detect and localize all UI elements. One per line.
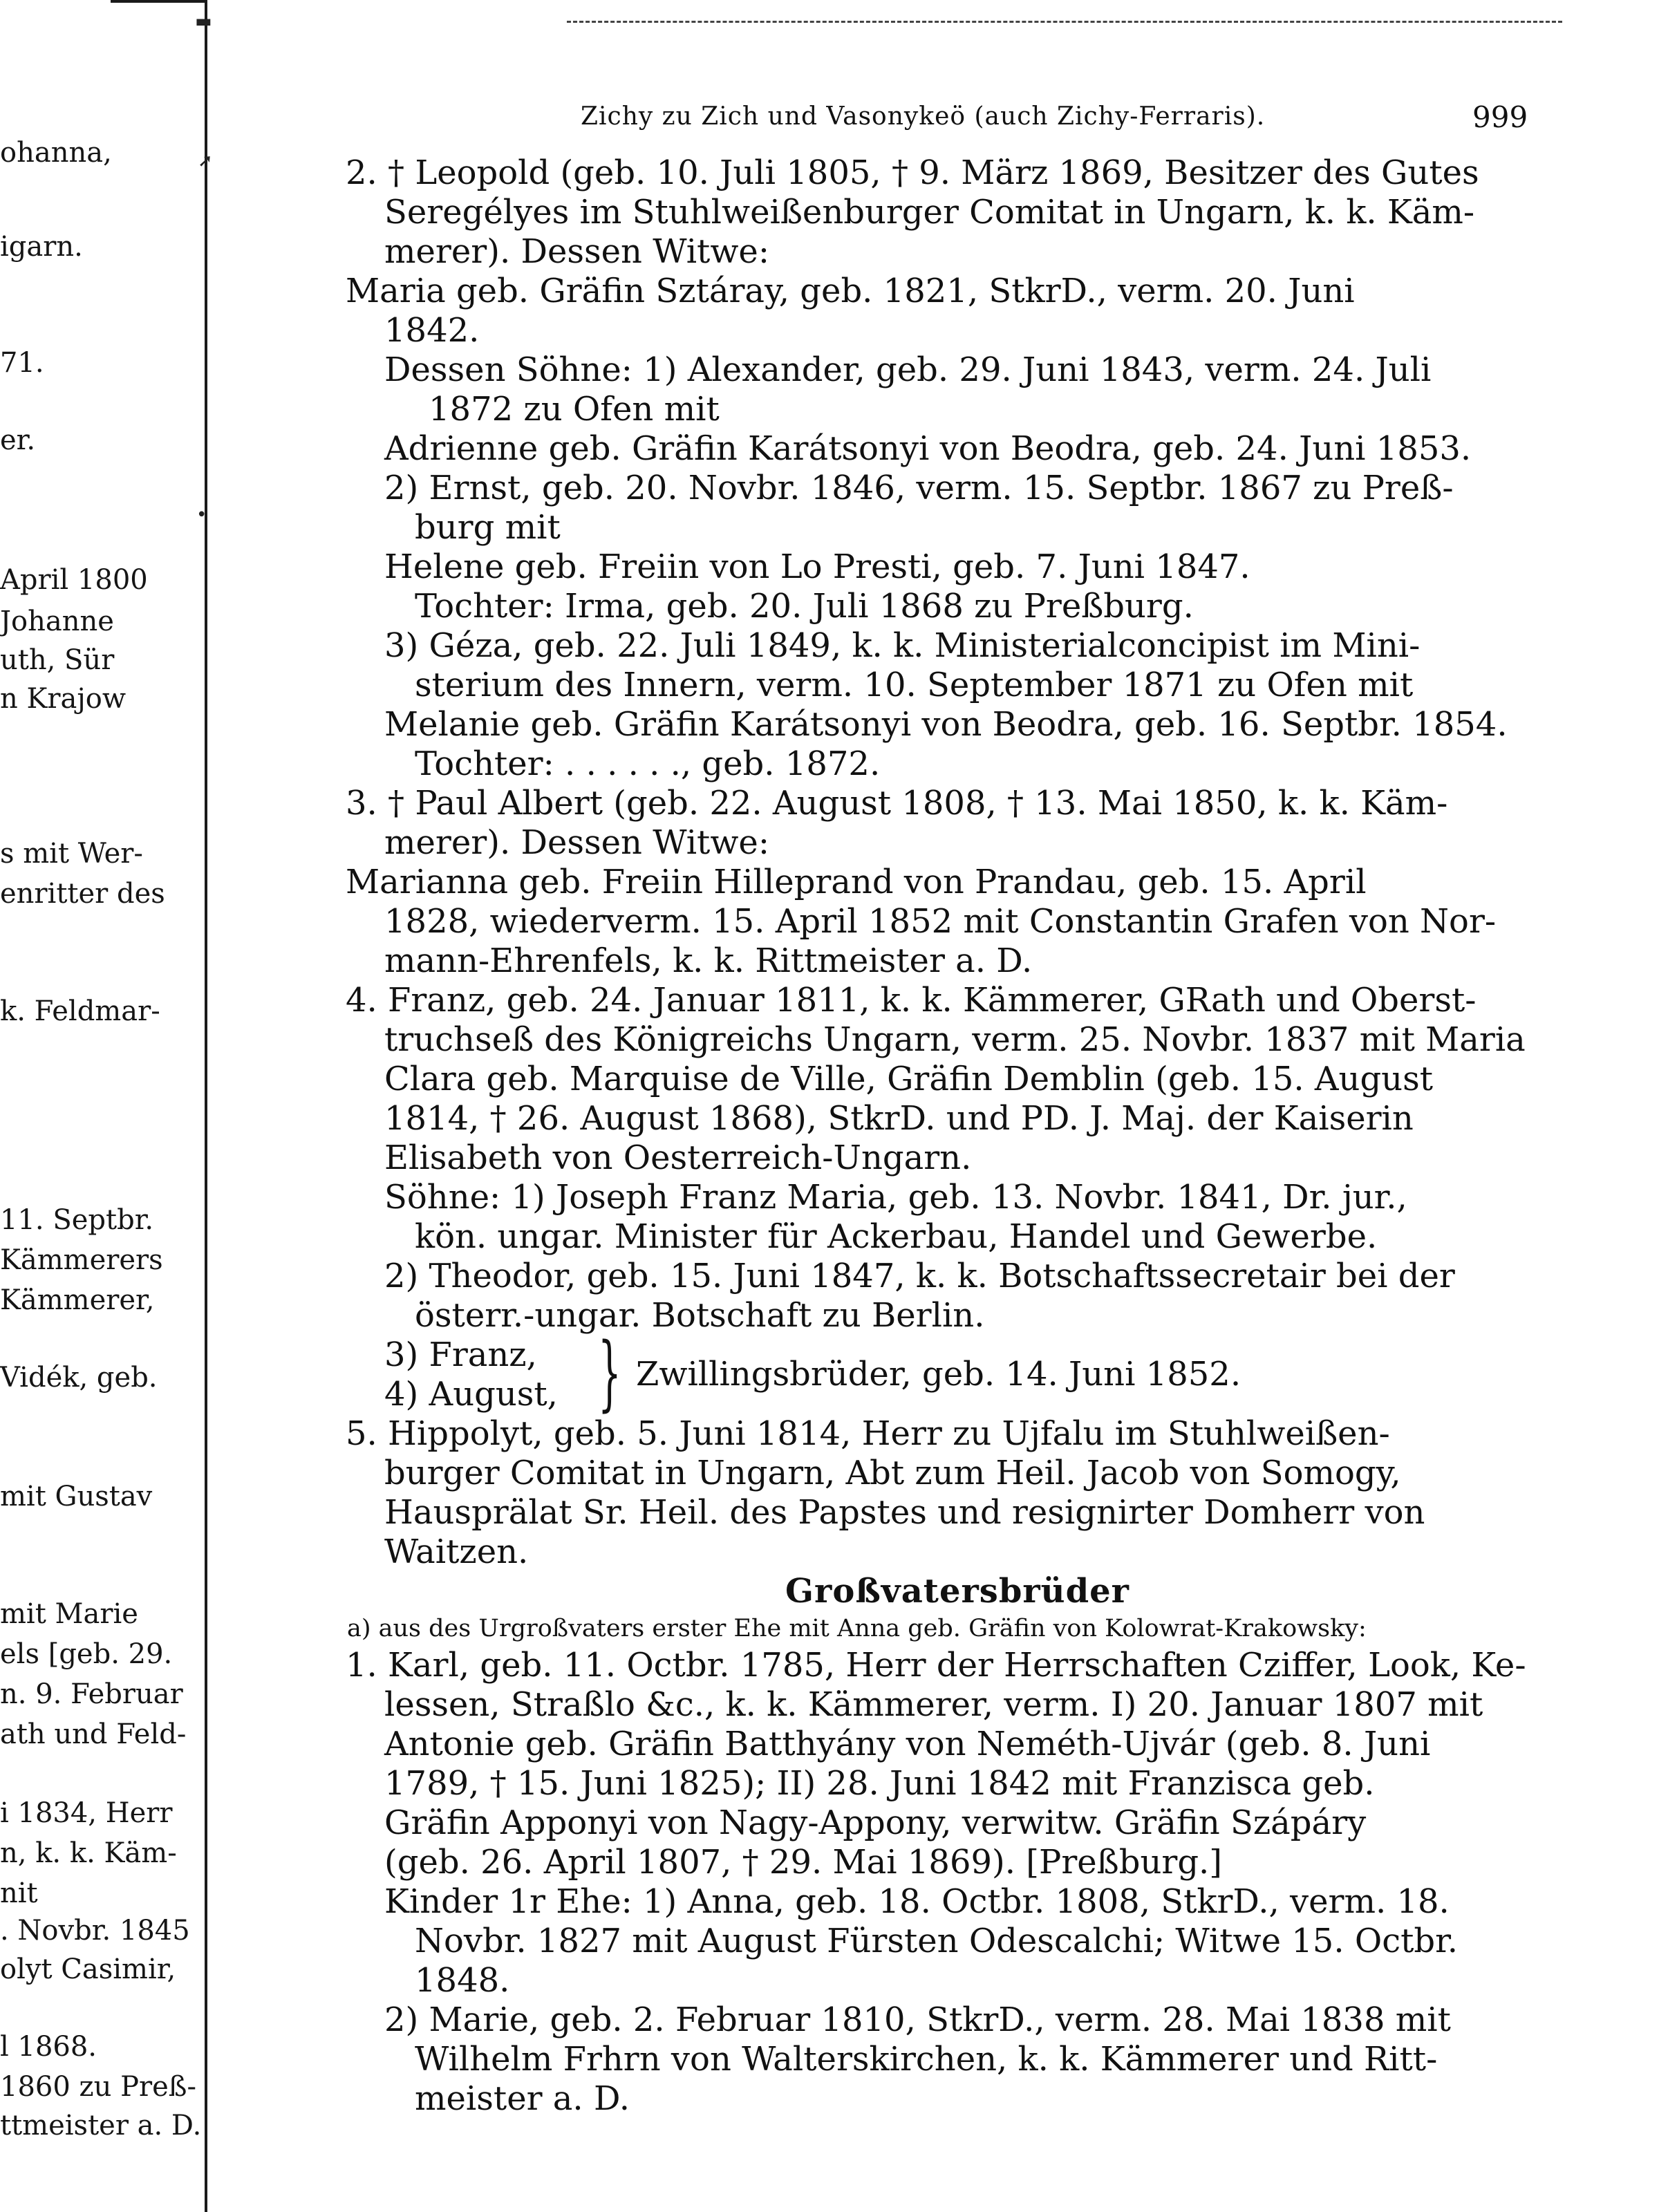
gutter-line: uth, Sür bbox=[0, 644, 115, 676]
text-line: 1848. bbox=[415, 1961, 510, 2000]
gutter-line: n, k. k. Käm- bbox=[0, 1837, 177, 1869]
text-line: 1789, † 15. Juni 1825); II) 28. Juni 1842 mit Franzisca geb. bbox=[384, 1764, 1375, 1803]
text-line: merer). Dessen Witwe: bbox=[384, 232, 769, 271]
text-line: Tochter: . . . . . ., geb. 1872. bbox=[415, 744, 881, 783]
gutter-top-rule bbox=[111, 0, 207, 3]
gutter-line: 11. Septbr. bbox=[0, 1204, 154, 1236]
gutter-line: els [geb. 29. bbox=[0, 1638, 173, 1670]
text-line: 2) Ernst, geb. 20. Novbr. 1846, verm. 15. Septbr. 1867 zu Preß- bbox=[384, 469, 1454, 507]
text-line: Gräfin Apponyi von Nagy-Appony, verwitw. Gräfin Szápáry bbox=[384, 1803, 1367, 1842]
text-line: Clara geb. Marquise de Ville, Gräfin Demblin (geb. 15. August bbox=[384, 1060, 1434, 1098]
section-heading: Großvatersbrüder bbox=[785, 1572, 1130, 1611]
gutter-line: ohanna, bbox=[0, 137, 112, 169]
gutter-line: er. bbox=[0, 424, 36, 456]
text-line: meister a. D. bbox=[415, 2079, 630, 2118]
text-line: 3) Franz, bbox=[384, 1335, 537, 1374]
gutter-line: Johanne bbox=[0, 606, 114, 637]
text-line: Novbr. 1827 mit August Fürsten Odescalchi; Witwe 15. Octbr. bbox=[415, 1922, 1459, 1960]
gutter-line: Kämmerer, bbox=[0, 1284, 155, 1316]
gutter-line: ath und Feld- bbox=[0, 1718, 187, 1750]
gutter-line: n Krajow bbox=[0, 683, 126, 715]
twins-brace-group bbox=[346, 1324, 1569, 1420]
text-line: 2) Marie, geb. 2. Februar 1810, StkrD., verm. 28. Mai 1838 mit bbox=[384, 2000, 1451, 2039]
adjacent-page-fragment bbox=[0, 0, 207, 2212]
margin-mark: ▬ bbox=[195, 11, 212, 32]
text-line: 1842. bbox=[384, 311, 480, 350]
gutter-line: l 1868. bbox=[0, 2031, 97, 2063]
text-line: 1814, † 26. August 1868), StkrD. und PD. J. Maj. der Kaiserin bbox=[384, 1099, 1414, 1138]
text-line: Maria geb. Gräfin Sztáray, geb. 1821, StkrD., verm. 20. Juni bbox=[346, 272, 1355, 310]
text-line: 2. † Leopold (geb. 10. Juli 1805, † 9. März 1869, Besitzer des Gutes bbox=[346, 153, 1479, 192]
text-line: 1872 zu Ofen mit bbox=[429, 390, 720, 429]
gutter-line: i 1834, Herr bbox=[0, 1797, 173, 1829]
margin-mark: • bbox=[196, 505, 207, 525]
text-line: Söhne: 1) Joseph Franz Maria, geb. 13. Novbr. 1841, Dr. jur., bbox=[384, 1178, 1407, 1217]
subsection-heading: a) aus des Urgroßvaters erster Ehe mit Anna geb. Gräfin von Kolowrat-Krakowsky: bbox=[347, 1615, 1367, 1642]
text-line: Adrienne geb. Gräfin Karátsonyi von Beodra, geb. 24. Juni 1853. bbox=[384, 429, 1472, 468]
text-line: Elisabeth von Oesterreich-Ungarn. bbox=[384, 1138, 972, 1177]
text-line: burger Comitat in Ungarn, Abt zum Heil. Jacob von Somogy, bbox=[384, 1454, 1401, 1492]
text-line: österr.-ungar. Botschaft zu Berlin. bbox=[415, 1296, 985, 1335]
text-line: 2) Theodor, geb. 15. Juni 1847, k. k. Botschaftssecretair bei der bbox=[384, 1257, 1455, 1295]
text-line: lessen, Straßlo &c., k. k. Kämmerer, verm. I) 20. Januar 1807 mit bbox=[384, 1685, 1483, 1724]
gutter-line: igarn. bbox=[0, 231, 83, 263]
text-line: Tochter: Irma, geb. 20. Juli 1868 zu Preßburg. bbox=[415, 587, 1194, 626]
gutter-line: 71. bbox=[0, 347, 44, 379]
text-line: Dessen Söhne: 1) Alexander, geb. 29. Juni 1843, verm. 24. Juli bbox=[384, 350, 1432, 389]
gutter-line: s mit Wer- bbox=[0, 838, 143, 870]
text-line: burg mit bbox=[415, 508, 561, 547]
text-line: Marianna geb. Freiin Hilleprand von Prandau, geb. 15. April bbox=[346, 863, 1367, 901]
text-line: Zwillingsbrüder, geb. 14. Juni 1852. bbox=[636, 1355, 1241, 1394]
gutter-line: nit bbox=[0, 1877, 38, 1909]
main-text-column bbox=[346, 153, 1569, 2119]
text-line: Melanie geb. Gräfin Karátsonyi von Beodra, geb. 16. Septbr. 1854. bbox=[384, 705, 1508, 744]
text-line: 1. Karl, geb. 11. Octbr. 1785, Herr der Herrschaften Cziffer, Look, Ke- bbox=[346, 1646, 1526, 1685]
gutter-line: n. 9. Februar bbox=[0, 1678, 183, 1710]
gutter-line: enritter des bbox=[0, 878, 165, 910]
text-line: 5. Hippolyt, geb. 5. Juni 1814, Herr zu Ujfalu im Stuhlweißen- bbox=[346, 1414, 1390, 1453]
margin-mark: ➚ bbox=[198, 151, 213, 171]
gutter-line: . Novbr. 1845 bbox=[0, 1915, 190, 1947]
gutter-line: olyt Casimir, bbox=[0, 1953, 176, 1985]
text-line: 3) Géza, geb. 22. Juli 1849, k. k. Ministerialconcipist im Mini- bbox=[384, 626, 1421, 665]
text-line: merer). Dessen Witwe: bbox=[384, 823, 769, 862]
page-number: 999 bbox=[1472, 100, 1528, 134]
text-line: 4. Franz, geb. 24. Januar 1811, k. k. Kämmerer, GRath und Oberst- bbox=[346, 981, 1477, 1020]
gutter-line: Kämmerers bbox=[0, 1244, 163, 1276]
text-line: Antonie geb. Gräfin Batthyány von Neméth-Ujvár (geb. 8. Juni bbox=[384, 1725, 1431, 1763]
gutter-line: ttmeister a. D. bbox=[0, 2110, 202, 2141]
gutter-binding-rule bbox=[205, 0, 207, 2212]
text-line: 4) August, bbox=[384, 1375, 558, 1414]
gutter-line: mit Marie bbox=[0, 1598, 138, 1630]
running-head: Zichy zu Zich und Vasonykeö (auch Zichy-Ferraris). bbox=[581, 102, 1266, 131]
curly-brace-icon: } bbox=[598, 1324, 621, 1420]
text-line: Hausprälat Sr. Heil. des Papstes und resignirter Domherr von bbox=[384, 1493, 1425, 1532]
gutter-line: 1860 zu Preß- bbox=[0, 2071, 197, 2103]
text-line: Helene geb. Freiin von Lo Presti, geb. 7. Juni 1847. bbox=[384, 547, 1250, 586]
text-line: 3. † Paul Albert (geb. 22. August 1808, † 13. Mai 1850, k. k. Käm- bbox=[346, 784, 1448, 823]
gutter-line: Vidék, geb. bbox=[0, 1362, 158, 1394]
text-line: mann-Ehrenfels, k. k. Rittmeister a. D. bbox=[384, 941, 1033, 980]
text-line: kön. ungar. Minister für Ackerbau, Handel und Gewerbe. bbox=[415, 1217, 1378, 1256]
text-line: truchseß des Königreichs Ungarn, verm. 25. Novbr. 1837 mit Maria bbox=[384, 1020, 1526, 1059]
gutter-line: mit Gustav bbox=[0, 1481, 153, 1512]
text-line: Waitzen. bbox=[384, 1533, 529, 1571]
text-line: Seregélyes im Stuhlweißenburger Comitat in Ungarn, k. k. Käm- bbox=[384, 193, 1475, 232]
gutter-line: April 1800 bbox=[0, 564, 148, 596]
text-line: Kinder 1r Ehe: 1) Anna, geb. 18. Octbr. 1808, StkrD., verm. 18. bbox=[384, 1882, 1450, 1921]
text-line: Wilhelm Frhrn von Walterskirchen, k. k. Kämmerer und Ritt- bbox=[415, 2040, 1438, 2079]
text-line: (geb. 26. April 1807, † 29. Mai 1869). [Preßburg.] bbox=[384, 1843, 1223, 1882]
gutter-line: k. Feldmar- bbox=[0, 995, 160, 1027]
text-line: sterium des Innern, verm. 10. September 1871 zu Ofen mit bbox=[415, 666, 1414, 704]
text-line: 1828, wiederverm. 15. April 1852 mit Constantin Grafen von Nor- bbox=[384, 902, 1497, 941]
header-dashed-rule bbox=[567, 21, 1562, 25]
